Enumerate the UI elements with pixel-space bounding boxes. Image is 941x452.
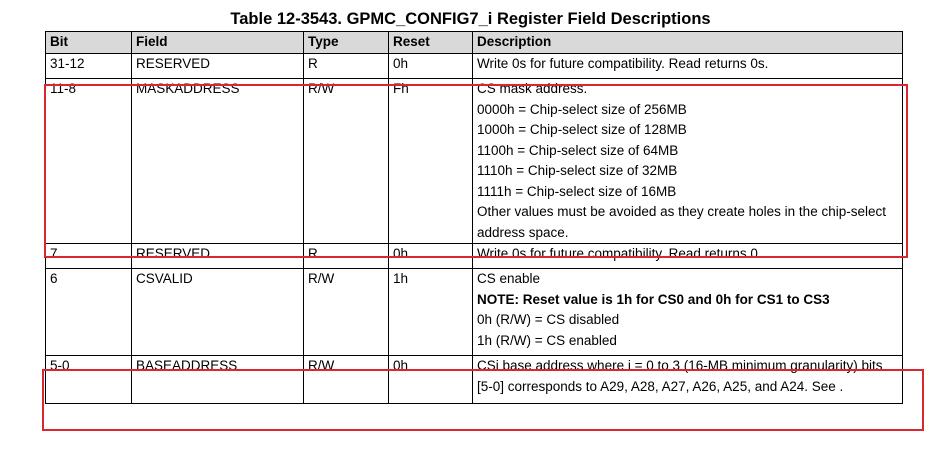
cell-description [473,269,903,356]
cell-type: R/W [304,79,389,244]
cell-type: R [304,244,389,269]
description-line: Other values must be avoided as they create holes in the chip-select [477,204,886,219]
cell-field: BASEADDRESS [132,356,304,404]
description-line: 0000h = Chip-select size of 256MB [477,101,687,117]
table-header-row [46,32,903,54]
cell-description [473,54,903,79]
cell-reset: 0h [389,356,473,404]
description-line: Write 0s for future compatibility. Read returns 0. [477,246,762,261]
description-line: CS mask address. [477,81,588,96]
description-line: 1h (R/W) = CS enabled [477,332,617,348]
description-line: 1100h = Chip-select size of 64MB [477,142,679,158]
cell-bit: 7 [46,244,132,269]
highlight-box-maskaddress [44,84,908,258]
description-line: 1000h = Chip-select size of 128MB [477,122,687,137]
description-line: CSi base address where i = 0 to 3 (16-MB minimum granularity) bits [477,358,883,373]
description-line: address space. [477,224,569,240]
cell-field: RESERVED [132,54,304,79]
cell-reset: Fh [389,79,473,244]
cell-bit: 6 [46,269,132,356]
highlight-box-baseaddress [42,369,924,431]
cell-field: MASKADDRESS [132,79,304,244]
cell-type: R/W [304,356,389,404]
cell-bit: 5-0 [46,356,132,404]
column-header-type: Type [304,32,389,54]
cell-type: R [304,54,389,79]
table-row [46,54,903,79]
description-line: Write 0s for future compatibility. Read returns 0s. [477,56,769,71]
description-line: CS enable [477,271,541,286]
cell-reset: 1h [389,269,473,356]
description-line: 1111h = Chip-select size of 16MB [477,183,677,199]
cell-type: R/W [304,269,389,356]
description-note: NOTE: Reset value is 1h for CS0 and 0h for CS1 to CS3 [477,291,830,307]
cell-field: RESERVED [132,244,304,269]
cell-reset: 0h [389,244,473,269]
column-header-bit: Bit [46,32,132,54]
cell-field: CSVALID [132,269,304,356]
cell-bit: 11-8 [46,79,132,244]
column-header-description: Description [473,32,903,54]
description-line: 0h (R/W) = CS disabled [477,312,620,327]
table-title: Table 12-3543. GPMC_CONFIG7_i Register Field Descriptions [230,10,711,28]
table-row [46,269,903,356]
description-line: 1110h = Chip-select size of 32MB [477,163,678,178]
description-line: [5-0] corresponds to A29, A28, A27, A26, A25, and A24. See . [477,378,844,394]
cell-reset: 0h [389,54,473,79]
column-header-field: Field [132,32,304,54]
cell-bit: 31-12 [46,54,132,79]
column-header-reset: Reset [389,32,473,54]
